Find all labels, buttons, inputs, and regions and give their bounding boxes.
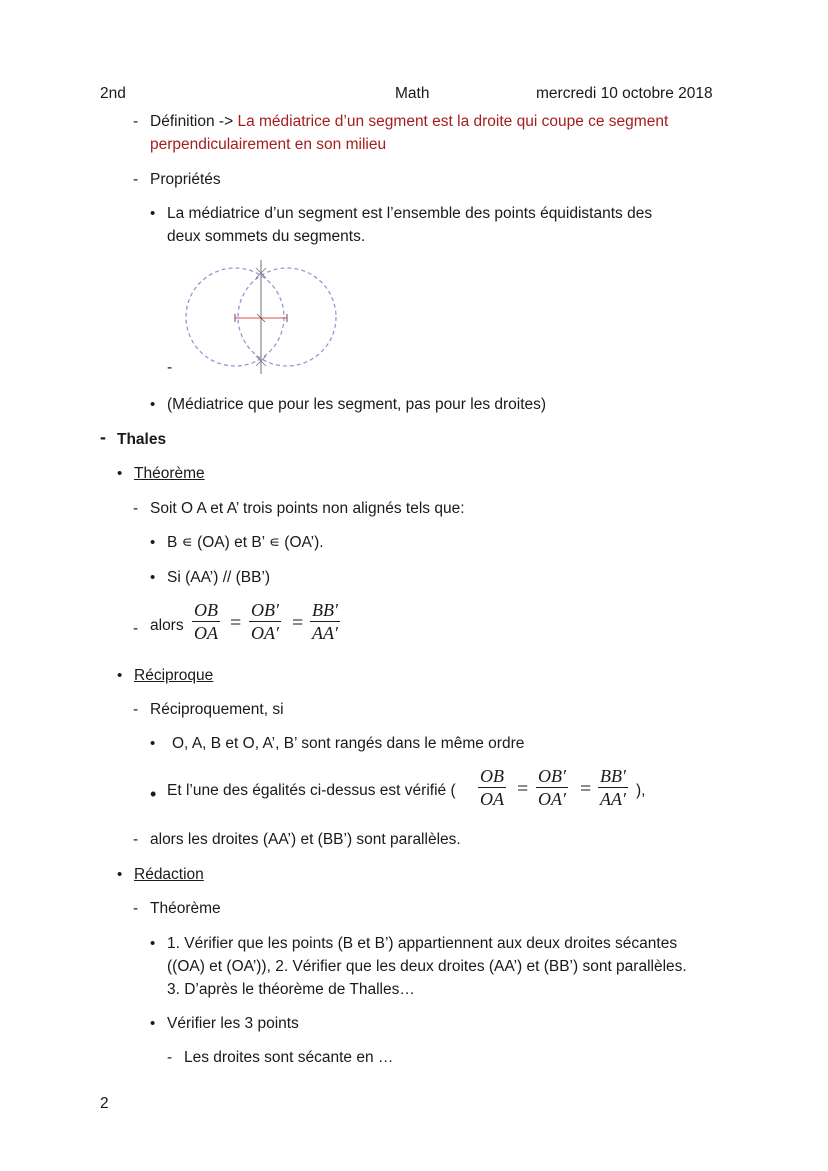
dash-marker: - [133,113,139,130]
definition-line-1: Définition -> La médiatrice d’un segment est la droite qui coupe ce segment [150,113,669,130]
equals-sign: = [580,778,592,800]
reciproque-egalite: Et l’une des égalités ci-dessus est vérifié ( [167,782,456,799]
equals-sign: = [517,778,529,800]
dash-marker: - [100,427,106,447]
bullet-marker: • [117,465,123,482]
bullet-marker: • [150,534,156,551]
reciproque-conclusion: alors les droites (AA’) et (BB’) sont parallèles. [150,831,461,848]
page-number: 2 [100,1095,109,1112]
bullet-marker: • [150,205,156,222]
equals-sign: = [292,612,304,634]
dash-marker: - [133,620,139,637]
redaction-step-line-3: 3. D’après le théorème de Thalles… [167,981,415,998]
dash-marker: - [133,701,139,718]
redaction-step-line-1: 1. Vérifier que les points (B et B’) appartiennent aux deux droites sécantes [167,935,678,952]
reciproque-ordre: O, A, B et O, A’, B’ sont rangés dans le même ordre [172,735,525,752]
theoreme-heading: Théorème [134,465,205,482]
figure-dash: - [167,359,173,376]
header-class-label: 2nd [100,85,126,102]
proprietes-label: Propriétés [150,171,221,188]
dash-marker: - [133,171,139,188]
redaction-verifier: Vérifier les 3 points [167,1015,299,1032]
equals-sign: = [230,612,242,634]
definition-line-2: perpendiculairement en son milieu [150,136,387,153]
dash-marker: - [133,500,139,517]
redaction-step-line-2: ((OA) et (OA’)), 2. Vérifier que les deux droites (AA’) et (BB’) sont parallèles. [167,958,687,975]
mediatrice-note: (Médiatrice que pour les segment, pas pour les droites) [167,396,547,413]
bullet-marker: • [150,396,156,413]
propriete-line-1: La médiatrice d’un segment est l’ensemble des points équidistants des [167,205,653,222]
propriete-line-2: deux sommets du segments. [167,228,366,245]
reciproque-line: Réciproquement, si [150,701,284,718]
bullet-marker: • [150,784,157,804]
fraction-bb-prime-aa-prime: $\frac{BB'}{AA'}$ [600,766,626,809]
bullet-marker: • [150,569,156,586]
fraction-ob-oa: $\frac{OB}{OA}$ [480,766,504,809]
dash-marker: - [133,900,139,917]
bullet-marker: • [117,866,123,883]
fraction-ob-oa: $\frac{OB}{OA}$ [194,600,218,643]
bullet-marker: • [150,1015,156,1032]
reciproque-heading: Réciproque [134,667,214,684]
bullet-marker: • [117,667,123,684]
dash-marker: - [167,1049,173,1066]
mediatrice-figure [180,258,345,376]
header-date: mercredi 10 octobre 2018 [536,85,713,102]
theoreme-b-in: B ∊ (OA) et B’ ∊ (OA’). [167,534,324,551]
redaction-heading: Rédaction [134,866,204,883]
header-subject: Math [395,85,430,102]
redaction-secante: Les droites sont sécante en … [184,1049,394,1066]
dash-marker: - [133,831,139,848]
theoreme-si: Si (AA’) // (BB’) [167,569,271,586]
fraction-ob-prime-oa-prime: $\frac{OB'}{OA'}$ [538,766,566,809]
bullet-marker: • [150,935,156,952]
fraction-bb-prime-aa-prime: $\frac{BB'}{AA'}$ [312,600,338,643]
reciproque-egalite-end: ), [636,782,646,799]
fraction-ob-prime-oa-prime: $\frac{OB'}{OA'}$ [251,600,279,643]
redaction-theoreme: Théorème [150,900,221,917]
thales-title: Thales [117,431,167,448]
bullet-marker: • [150,735,156,752]
theoreme-soit: Soit O A et A’ trois points non alignés tels que: [150,500,465,517]
theoreme-alors: alors [150,617,184,634]
